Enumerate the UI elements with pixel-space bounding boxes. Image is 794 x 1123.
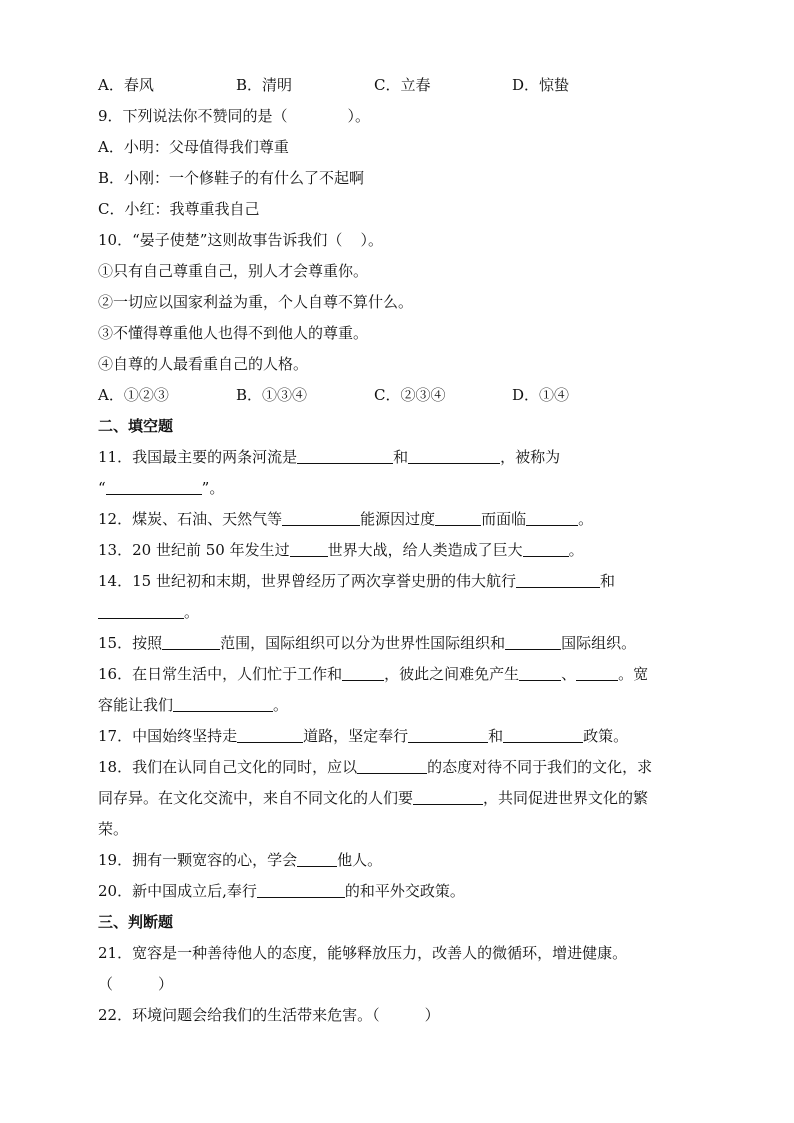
q18-blank-1[interactable] xyxy=(357,755,427,774)
q10-stem-text: 10．“晏子使楚”这则故事告诉我们（ xyxy=(98,231,343,249)
q16-blank-2[interactable] xyxy=(519,662,561,681)
q15-text-b: 范围，国际组织可以分为世界性国际组织和 xyxy=(220,634,506,652)
q17-text-d: 政策。 xyxy=(583,727,629,745)
q9-stem-text: 9．下列说法你不赞同的是（ xyxy=(98,107,288,125)
q18-text-d: ，共同促进世界文化的繁 xyxy=(483,789,649,807)
q19-blank-1[interactable] xyxy=(297,848,337,867)
q10-option-b: B．①③④ xyxy=(236,386,308,404)
q20-line xyxy=(98,876,698,907)
q13-blank-2[interactable] xyxy=(523,538,569,557)
q9-stem-end: ）。 xyxy=(347,107,371,125)
section-heading-true-false: 三、判断题 xyxy=(98,913,174,931)
q10-option-d: D．①④ xyxy=(512,386,570,404)
q9-option-a: A．小明：父母值得我们尊重 xyxy=(98,138,289,156)
q17-blank-1[interactable] xyxy=(237,724,303,743)
q16-blank-3[interactable] xyxy=(576,662,618,681)
worksheet-page xyxy=(98,70,698,1031)
q11-text-e: ”。 xyxy=(201,479,225,497)
q11-blank-2[interactable] xyxy=(408,445,500,464)
q13-blank-1[interactable] xyxy=(290,538,328,557)
q12-text-c: 而面临 xyxy=(481,510,527,528)
q12-text-a: 12．煤炭、石油、天然气等 xyxy=(98,510,283,528)
q10-options xyxy=(98,380,698,411)
q16-text-c: 、 xyxy=(561,665,577,683)
q22-text-a: 22．环境问题会给我们的生活带来危害。 xyxy=(98,1006,373,1024)
q16-text-d: 。宽 xyxy=(618,665,649,683)
q17-blank-3[interactable] xyxy=(503,724,583,743)
q21-answer-paren[interactable]: （ ） xyxy=(98,975,174,993)
q15-text-c: 国际组织。 xyxy=(561,634,637,652)
q18-blank-2[interactable] xyxy=(413,786,483,805)
q16-text-b: ，彼此之间难免产生 xyxy=(384,665,520,683)
q22-answer-paren[interactable]: （ ） xyxy=(372,1006,440,1024)
q16-line-1 xyxy=(98,659,698,690)
q10-option-c: C．②③④ xyxy=(374,386,446,404)
q9-stem xyxy=(98,101,698,132)
q8-option-b: B．清明 xyxy=(236,76,293,94)
q14-line-1 xyxy=(98,566,698,597)
q20-text-b: 的和平外交政策。 xyxy=(344,882,465,900)
q10-statement-1: ①只有自己尊重自己，别人才会尊重你。 xyxy=(98,262,369,280)
q15-blank-1[interactable] xyxy=(162,631,220,650)
q14-text-b: 和 xyxy=(599,572,615,590)
q11-text-d: “ xyxy=(98,479,106,497)
q9-option-c: C．小红：我尊重我自己 xyxy=(98,200,260,218)
q14-blank-1[interactable] xyxy=(516,569,600,588)
q11-blank-3[interactable] xyxy=(106,476,202,495)
q16-text-e: 容能让我们 xyxy=(98,696,174,714)
q13-text-c: 。 xyxy=(568,541,584,559)
q17-line xyxy=(98,721,698,752)
q11-text-b: 和 xyxy=(393,448,409,466)
q14-blank-2[interactable] xyxy=(98,600,184,619)
q10-stem-end: ）。 xyxy=(360,231,383,249)
q21-line-1: 21．宽容是一种善待他人的态度，能够释放压力，改善人的微循环，增进健康。 xyxy=(98,944,628,962)
section-heading-fill-blank: 二、填空题 xyxy=(98,417,174,435)
q15-line xyxy=(98,628,698,659)
q17-text-a: 17．中国始终坚持走 xyxy=(98,727,238,745)
q11-blank-1[interactable] xyxy=(297,445,393,464)
q15-blank-2[interactable] xyxy=(505,631,561,650)
q13-text-b: 世界大战，给人类造成了巨大 xyxy=(327,541,523,559)
q11-text-c: ，被称为 xyxy=(500,448,561,466)
q10-statement-2: ②一切应以国家利益为重，个人自尊不算什么。 xyxy=(98,293,414,311)
q19-line xyxy=(98,845,698,876)
q12-text-b: 能源因过度 xyxy=(360,510,436,528)
q18-line-2 xyxy=(98,783,698,814)
q14-text-a: 14．15 世纪初和末期，世界曾经历了两次享誉史册的伟大航行 xyxy=(98,572,516,590)
q16-line-2 xyxy=(98,690,698,721)
q17-text-c: 和 xyxy=(488,727,504,745)
q22-line xyxy=(98,1000,698,1031)
q18-text-c: 同存异。在文化交流中，来自不同文化的人们要 xyxy=(98,789,414,807)
q10-statement-3: ③不懂得尊重他人也得不到他人的尊重。 xyxy=(98,324,369,342)
q16-text-a: 16．在日常生活中，人们忙于工作和 xyxy=(98,665,343,683)
q18-text-a: 18．我们在认同自己文化的同时，应以 xyxy=(98,758,358,776)
q20-blank-1[interactable] xyxy=(257,879,345,898)
q17-text-b: 道路，坚定奉行 xyxy=(303,727,409,745)
q11-line-1 xyxy=(98,442,698,473)
q8-option-d: D．惊蛰 xyxy=(512,76,570,94)
q12-blank-1[interactable] xyxy=(282,507,360,526)
q12-line xyxy=(98,504,698,535)
q10-statement-4: ④自尊的人最看重自己的人格。 xyxy=(98,355,309,373)
q20-text-a: 20．新中国成立后,奉行 xyxy=(98,882,257,900)
q18-text-b: 的态度对待不同于我们的文化，求 xyxy=(427,758,653,776)
q8-option-c: C．立春 xyxy=(374,76,431,94)
q18-line-1 xyxy=(98,752,698,783)
q12-blank-3[interactable] xyxy=(526,507,578,526)
q17-blank-2[interactable] xyxy=(408,724,488,743)
q9-option-b: B．小刚：一个修鞋子的有什么了不起啊 xyxy=(98,169,365,187)
q10-stem xyxy=(98,225,698,256)
q12-text-d: 。 xyxy=(578,510,594,528)
q11-line-2 xyxy=(98,473,698,504)
q8-option-a: A．春风 xyxy=(98,76,154,94)
q16-blank-1[interactable] xyxy=(342,662,384,681)
q8-options xyxy=(98,70,698,101)
q16-text-f: 。 xyxy=(273,696,289,714)
q11-text-a: 11．我国最主要的两条河流是 xyxy=(98,448,298,466)
q12-blank-2[interactable] xyxy=(435,507,481,526)
q10-option-a: A．①②③ xyxy=(98,386,169,404)
q18-line-3: 荣。 xyxy=(98,820,129,838)
q19-text-b: 他人。 xyxy=(337,851,383,869)
q14-text-c: 。 xyxy=(184,603,200,621)
q13-line xyxy=(98,535,698,566)
q16-blank-4[interactable] xyxy=(173,693,273,712)
q19-text-a: 19．拥有一颗宽容的心，学会 xyxy=(98,851,298,869)
q14-line-2 xyxy=(98,597,698,628)
q13-text-a: 13．20 世纪前 50 年发生过 xyxy=(98,541,290,559)
q15-text-a: 15．按照 xyxy=(98,634,163,652)
